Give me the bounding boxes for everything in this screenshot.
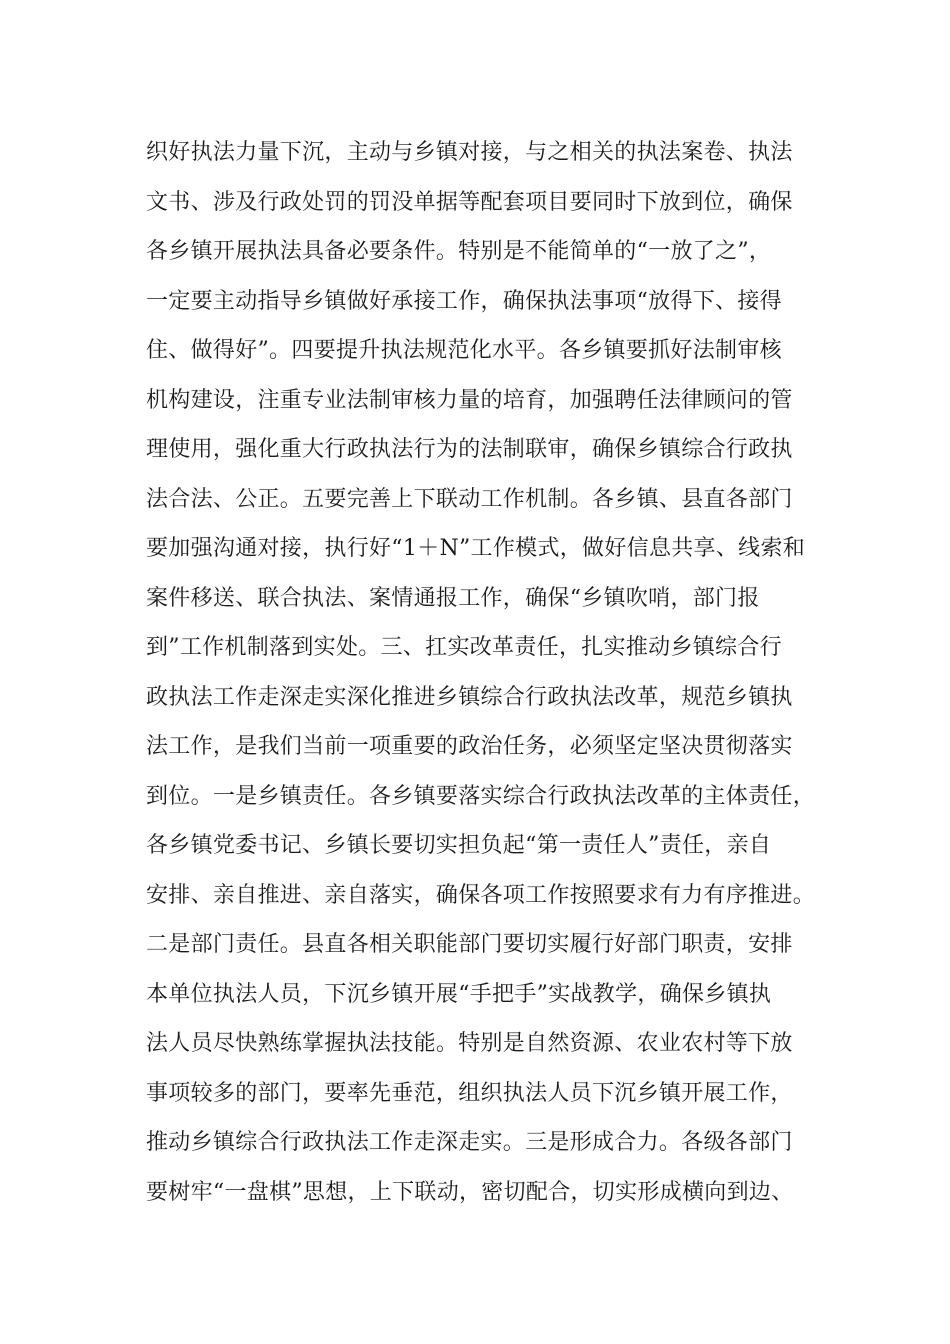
text-line: 案件移送、联合执法、案情通报工作，确保“乡镇吹哨，部门报 (146, 585, 760, 611)
text-line: 要树牢“一盘棋”思想，上下联动，密切配合，切实形成横向到边、 (146, 1179, 794, 1205)
text-line: 各乡镇党委书记、乡镇长要切实担负起“第一责任人”责任，亲自 (146, 833, 772, 858)
text-line: 一定要主动指导乡镇做好承接工作，确保执法事项“放得下、接得 (146, 288, 782, 314)
text-line: 到位。一是乡镇责任。各乡镇要落实综合行政执法改革的主体责任， (146, 783, 816, 809)
text-line: 到”工作机制落到实处。三、扛实改革责任，扎实推动乡镇综合行 (146, 635, 782, 660)
text-line: 二是部门责任。县直各相关职能部门要切实履行好部门职责，安排 (146, 932, 793, 957)
text-line: 织好执法力量下沉，主动与乡镇对接，与之相关的执法案卷、执法 (146, 140, 793, 165)
text-line: 政执法工作走深走实深化推进乡镇综合行政执法改革，规范乡镇执 (146, 684, 793, 710)
text-line: 要加强沟通对接，执行好“1＋N”工作模式，做好信息共享、线索和 (146, 536, 806, 561)
text-line: 事项较多的部门，要率先垂范，组织执法人员下沉乡镇开展工作， (146, 1080, 793, 1106)
text-line: 各乡镇开展执法具备必要条件。特别是不能简单的“一放了之”， (146, 239, 772, 264)
text-line: 法工作，是我们当前一项重要的政治任务，必须坚定坚决贯彻落实 (146, 734, 793, 759)
text-line: 理使用，强化重大行政执法行为的法制联审，确保乡镇综合行政执 (146, 437, 793, 462)
text-line: 本单位执法人员，下沉乡镇开展“手把手”实战教学，确保乡镇执 (146, 981, 772, 1007)
text-line: 机构建设，注重专业法制审核力量的培育，加强聘任法律顾问的管 (146, 387, 793, 413)
text-line: 住、做得好”。四要提升执法规范化水平。各乡镇要抓好法制审核 (146, 338, 782, 363)
text-line: 法合法、公正。五要完善上下联动工作机制。各乡镇、县直各部门 (146, 486, 793, 512)
text-line: 法人员尽快熟练掌握执法技能。特别是自然资源、农业农村等下放 (146, 1031, 793, 1056)
text-line: 文书、涉及行政处罚的罚没单据等配套项目要同时下放到位，确保 (146, 189, 793, 215)
body-text (146, 128, 836, 1217)
text-line: 推动乡镇综合行政执法工作走深走实。三是形成合力。各级各部门 (146, 1130, 793, 1155)
text-line: 安排、亲自推进、亲自落实，确保各项工作按照要求有力有序推进。 (146, 882, 816, 908)
